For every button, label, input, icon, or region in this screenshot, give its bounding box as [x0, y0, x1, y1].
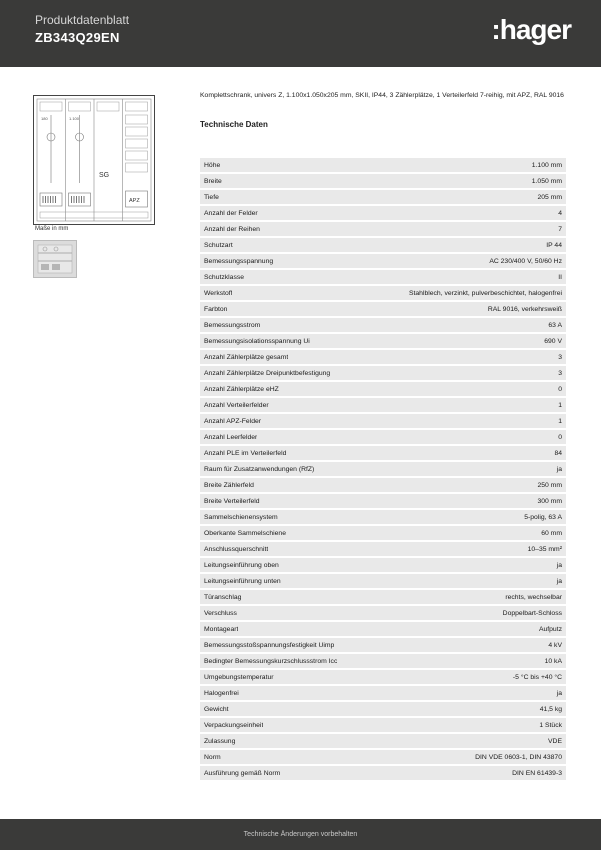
table-row — [200, 366, 566, 380]
spec-label: Anzahl Zählerplätze Dreipunktbefestigung — [204, 369, 331, 377]
spec-value: 5-polig, 63 A — [524, 513, 562, 521]
spec-label: Bedingter Bemessungskurzschlussstrom Icc — [204, 657, 338, 665]
spec-value: 7 — [558, 225, 562, 233]
spec-value: AC 230/400 V, 50/60 Hz — [489, 257, 562, 265]
spec-value: 205 mm — [537, 193, 562, 201]
product-photo-svg — [33, 240, 77, 278]
dimension-label-mid: 1.100 — [69, 116, 80, 121]
table-row — [200, 462, 566, 476]
spec-label: Bemessungsisolationsspannung Ui — [204, 337, 310, 345]
table-row — [200, 158, 566, 172]
spec-table — [200, 158, 566, 782]
spec-label: Schutzart — [204, 241, 233, 249]
spec-value: 10 kA — [544, 657, 562, 665]
spec-value: 63 A — [548, 321, 562, 329]
spec-label: Gewicht — [204, 705, 229, 713]
header-bar — [0, 0, 601, 67]
spec-value: DIN EN 61439-3 — [512, 769, 562, 777]
product-id: ZB343Q29EN — [35, 30, 120, 45]
table-row — [200, 398, 566, 412]
spec-label: Umgebungstemperatur — [204, 673, 274, 681]
spec-value: -5 °C bis +40 °C — [512, 673, 562, 681]
spec-label: Farbton — [204, 305, 228, 313]
spec-label: Norm — [204, 753, 221, 761]
footer-note: Technische Änderungen vorbehalten — [243, 831, 358, 838]
table-row — [200, 174, 566, 188]
table-row — [200, 190, 566, 204]
footer-bar — [0, 819, 601, 850]
spec-value: RAL 9016, verkehrsweiß — [487, 305, 562, 313]
table-row — [200, 318, 566, 332]
table-row — [200, 606, 566, 620]
spec-value: 41,5 kg — [539, 705, 562, 713]
spec-value: Stahlblech, verzinkt, pulverbeschichtet, halogenfrei — [408, 289, 562, 297]
spec-label: Werkstoff — [204, 289, 233, 297]
cabinet-drawing-svg — [33, 95, 155, 225]
table-row — [200, 526, 566, 540]
table-row — [200, 590, 566, 604]
table-row — [200, 446, 566, 460]
table-row — [200, 286, 566, 300]
table-row — [200, 574, 566, 588]
spec-label: Höhe — [204, 161, 221, 169]
spec-label: Anzahl APZ-Felder — [204, 417, 262, 425]
table-row — [200, 334, 566, 348]
drawing-caption: Maße in mm — [35, 226, 69, 232]
spec-label: Raum für Zusatzanwendungen (RfZ) — [204, 465, 315, 473]
spec-value: 1 Stück — [539, 721, 562, 729]
spec-value: 84 — [554, 449, 562, 457]
spec-value: ja — [556, 577, 562, 585]
spec-label: Anzahl Leerfelder — [204, 433, 258, 441]
table-row — [200, 638, 566, 652]
table-row — [200, 430, 566, 444]
spec-value: 10–35 mm² — [527, 545, 562, 553]
table-row — [200, 734, 566, 748]
table-row — [200, 766, 566, 780]
spec-label: Oberkante Sammelschiene — [204, 529, 286, 537]
spec-value: 1.100 mm — [531, 161, 562, 169]
spec-value: 300 mm — [537, 497, 562, 505]
dimension-label-left: 180 — [41, 116, 48, 121]
spec-value: 250 mm — [537, 481, 562, 489]
spec-value: Aufputz — [538, 625, 562, 633]
table-row — [200, 414, 566, 428]
spec-label: Tiefe — [204, 193, 219, 201]
spec-value: 1 — [558, 417, 562, 425]
table-row — [200, 302, 566, 316]
spec-value: ja — [556, 465, 562, 473]
spec-label: Breite Verteilerfeld — [204, 497, 260, 505]
spec-label: Montageart — [204, 625, 239, 633]
spec-label: Anzahl der Felder — [204, 209, 258, 217]
spec-value: rechts, wechselbar — [505, 593, 562, 601]
spec-label: Anzahl Verteilerfelder — [204, 401, 269, 409]
table-row — [200, 382, 566, 396]
table-row — [200, 238, 566, 252]
spec-label: Anzahl der Reihen — [204, 225, 260, 233]
spec-value: VDE — [548, 737, 562, 745]
spec-label: Ausführung gemäß Norm — [204, 769, 281, 777]
section-title-technische-daten: Technische Daten — [200, 120, 268, 129]
spec-label: Zulassung — [204, 737, 236, 745]
table-row — [200, 750, 566, 764]
table-row — [200, 670, 566, 684]
spec-value: Doppelbart-Schloss — [502, 609, 562, 617]
table-row — [200, 350, 566, 364]
product-photo-thumbnail — [33, 240, 77, 283]
spec-value: 4 kV — [548, 641, 562, 649]
spec-value: II — [558, 273, 562, 281]
spec-label: Leitungseinführung oben — [204, 561, 279, 569]
table-row — [200, 270, 566, 284]
spec-label: Verschluss — [204, 609, 237, 617]
table-row — [200, 686, 566, 700]
spec-label: Breite — [204, 177, 222, 185]
table-row — [200, 702, 566, 716]
spec-value: 690 V — [544, 337, 562, 345]
spec-label: Bemessungsstoßspannungsfestigkeit Uimp — [204, 641, 335, 649]
table-row — [200, 254, 566, 268]
table-row — [200, 494, 566, 508]
table-row — [200, 718, 566, 732]
table-row — [200, 622, 566, 636]
spec-value: 3 — [558, 369, 562, 377]
hager-logo: :hager — [491, 14, 571, 45]
spec-label: Leitungseinführung unten — [204, 577, 281, 585]
spec-label: Bemessungsstrom — [204, 321, 261, 329]
spec-label: Verpackungseinheit — [204, 721, 264, 729]
spec-value: ja — [556, 561, 562, 569]
spec-label: Türanschlag — [204, 593, 242, 601]
spec-label: Bemessungsspannung — [204, 257, 274, 265]
document-type-label: Produktdatenblatt — [35, 13, 130, 27]
spec-value: 60 mm — [541, 529, 562, 537]
spec-label: Sammelschienensystem — [204, 513, 278, 521]
table-row — [200, 478, 566, 492]
spec-value: IP 44 — [546, 241, 562, 249]
spec-value: ja — [556, 689, 562, 697]
spec-value: 1 — [558, 401, 562, 409]
apz-field-label: APZ — [129, 198, 140, 204]
spec-label: Anzahl Zählerplätze gesamt — [204, 353, 289, 361]
spec-value: 3 — [558, 353, 562, 361]
table-row — [200, 222, 566, 236]
table-row — [200, 654, 566, 668]
spec-value: 1.050 mm — [531, 177, 562, 185]
spec-label: Schutzklasse — [204, 273, 245, 281]
cabinet-drawing — [33, 95, 155, 230]
spec-label: Anzahl Zählerplätze eHZ — [204, 385, 279, 393]
sg-field-label: SG — [99, 172, 110, 179]
table-row — [200, 510, 566, 524]
spec-label: Anzahl PLE im Verteilerfeld — [204, 449, 287, 457]
product-description: Komplettschrank, univers Z, 1.100x1.050x205 mm, SKII, IP44, 3 Zählerplätze, 1 Verteilerfeld 7-reihig, mit APZ, RAL 9016 — [200, 92, 564, 99]
spec-label: Breite Zählerfeld — [204, 481, 254, 489]
spec-value: 0 — [558, 385, 562, 393]
spec-value: DIN VDE 0603-1, DIN 43870 — [475, 753, 562, 761]
spec-label: Halogenfrei — [204, 689, 239, 697]
table-row — [200, 558, 566, 572]
table-row — [200, 206, 566, 220]
spec-value: 0 — [558, 433, 562, 441]
table-row — [200, 542, 566, 556]
spec-value: 4 — [558, 209, 562, 217]
spec-label: Anschlussquerschnitt — [204, 545, 269, 553]
